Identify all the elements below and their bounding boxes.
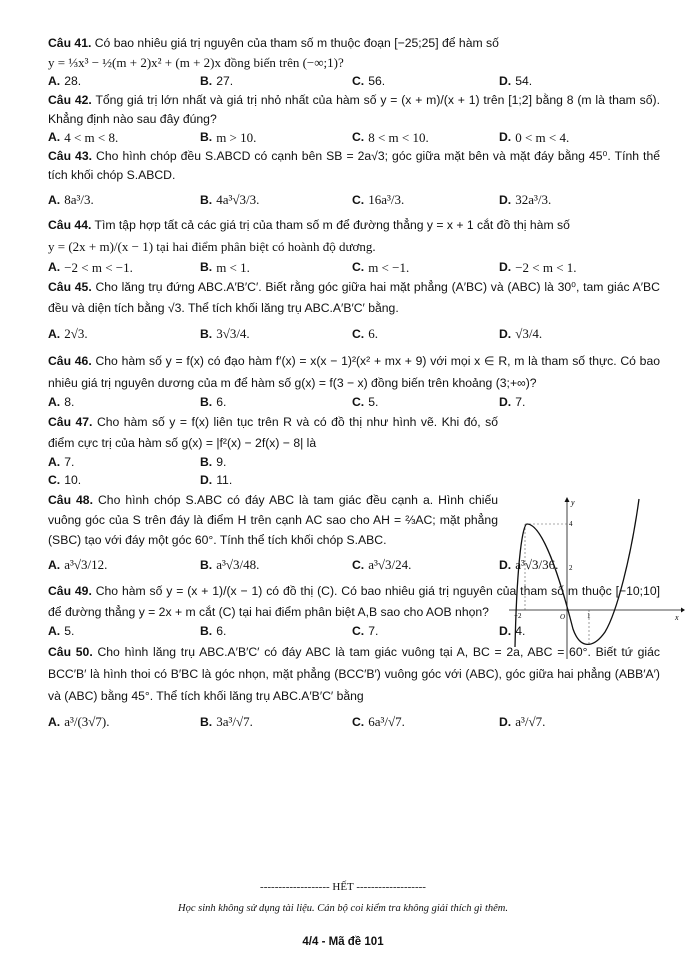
option-c[interactable]: C. m < −1. bbox=[352, 260, 410, 275]
function-graph bbox=[505, 497, 685, 662]
option-a[interactable]: A. a³/(3√7). bbox=[48, 714, 110, 729]
option-b[interactable]: B. 27. bbox=[200, 74, 234, 88]
x-label: x bbox=[675, 613, 679, 622]
option-a[interactable]: A. 8a³/3. bbox=[48, 192, 94, 207]
option-d[interactable]: D. √3/4. bbox=[499, 326, 543, 341]
question-43: Câu 43. Cho hình chóp đều S.ABCD có cạnh bên SB = 2a√3; góc giữa mặt bên và mặt đáy bằng 45⁰. Tính thể tích khối chóp S.ABCD. bbox=[48, 149, 660, 182]
option-d[interactable]: D. −2 < m < 1. bbox=[499, 260, 577, 275]
option-d[interactable]: D. 4. bbox=[499, 624, 526, 638]
option-b[interactable]: B. 6. bbox=[200, 624, 227, 638]
end-mark: ------------------- HẾT ------------------- bbox=[260, 881, 426, 893]
option-b[interactable]: B. m < 1. bbox=[200, 260, 250, 275]
option-c[interactable]: C. 8 < m < 10. bbox=[352, 130, 429, 145]
option-d[interactable]: D. 54. bbox=[499, 74, 533, 88]
answer-options-43 bbox=[48, 185, 660, 215]
option-b[interactable]: B. 3√3/4. bbox=[200, 326, 250, 341]
option-a[interactable]: A. 8. bbox=[48, 395, 75, 409]
page-number: 4/4 - Mã đề 101 bbox=[302, 936, 384, 948]
function-curve bbox=[515, 499, 639, 647]
option-c[interactable]: C. 5. bbox=[352, 395, 379, 409]
question-49: Câu 49. Cho hàm số y = (x + 1)/(x − 1) có đồ thị (C). Có bao nhiêu giá trị nguyên của tham số m thuộc [−10;10] để đường thẳng y = 2x + m cắt (C) tại hai điểm phân biệt A,B sao cho AOB nhọn? bbox=[48, 584, 660, 619]
option-d[interactable]: D. 32a³/3. bbox=[499, 192, 552, 207]
option-a[interactable]: A. 4 < m < 8. bbox=[48, 130, 119, 145]
question-47: Câu 47. Cho hàm số y = f(x) liên tục trên R và có đồ thị như hình vẽ. Khi đó, số điểm cực trị của hàm số g(x) = |f²(x) − 2f(x) − 8| là bbox=[48, 415, 498, 450]
option-d[interactable]: D. a³/√7. bbox=[499, 714, 546, 729]
option-c[interactable]: C. 56. bbox=[352, 74, 386, 88]
option-b[interactable]: B. 6. bbox=[200, 395, 227, 409]
answer-options-45 bbox=[48, 319, 660, 349]
answer-options-47b bbox=[48, 472, 660, 489]
question-45: Câu 45. Cho lăng trụ đứng ABC.A′B′C′. Biết rằng góc giữa hai mặt phẳng (A′BC) và (ABC) là 30⁰, tam giác A′BC đều và diện tích bằng √3. Thể tích khối lăng trụ ABC.A′B′C′ bằng. bbox=[48, 280, 660, 315]
question-44: Câu 44. Tìm tập hợp tất cả các giá trị của tham số m để đường thẳng y = x + 1 cắt đồ thị hàm số bbox=[48, 218, 570, 232]
question-46: Câu 46. Cho hàm số y = f(x) có đạo hàm f′(x) = x(x − 1)²(x² + mx + 9) với mọi x ∈ R, m là tham số thực. Có bao nhiêu giá trị nguyên dương của m để hàm số g(x) = f(3 − x) đồng biến trên khoảng (3;+∞)? bbox=[48, 354, 661, 390]
option-d[interactable]: D. 7. bbox=[499, 395, 526, 409]
option-a[interactable]: A. 7. bbox=[48, 455, 75, 469]
option-a[interactable]: A. −2 < m < −1. bbox=[48, 260, 133, 275]
y-label: y bbox=[571, 498, 575, 507]
option-d[interactable]: D. a³√3/36. bbox=[499, 557, 559, 572]
option-d[interactable]: D. 0 < m < 4. bbox=[499, 130, 570, 145]
answer-options-44 bbox=[48, 259, 660, 276]
origin-label: O bbox=[560, 613, 566, 621]
answer-options-46 bbox=[48, 394, 660, 411]
question-48: Câu 48. Cho hình chóp S.ABC có đáy ABC là tam giác đều cạnh a. Hình chiếu vuông góc của S trên đáy là điểm H trên cạnh AC sao cho AH = ⅔AC; mặt phẳng (SBC) tạo với đáy một góc 60°. Tính thể tích khối chóp S.ABC. bbox=[48, 493, 499, 547]
option-c[interactable]: C. 16a³/3. bbox=[352, 192, 405, 207]
option-c[interactable]: C. 7. bbox=[352, 624, 379, 638]
option-a[interactable]: A. 2√3. bbox=[48, 326, 88, 341]
option-b[interactable]: B. m > 10. bbox=[200, 130, 257, 145]
option-c[interactable]: C. 6a³/√7. bbox=[352, 714, 405, 729]
option-b[interactable]: B. 4a³√3/3. bbox=[200, 192, 260, 207]
y-axis-arrow bbox=[565, 497, 570, 502]
option-a[interactable]: A. a³√3/12. bbox=[48, 557, 108, 572]
option-b[interactable]: B. 9. bbox=[200, 455, 227, 469]
question-41: Câu 41. Có bao nhiêu giá trị nguyên của tham số m thuộc đoạn [−25;25] để hàm số bbox=[48, 36, 499, 50]
option-b[interactable]: B. a³√3/48. bbox=[200, 557, 260, 572]
footer-note: Học sinh không sử dụng tài liệu. Cán bộ coi kiểm tra không giải thích gì thêm. bbox=[177, 903, 509, 914]
x-axis-arrow bbox=[681, 608, 685, 613]
option-a[interactable]: A. 28. bbox=[48, 74, 82, 88]
answer-options-50 bbox=[48, 707, 660, 737]
tick-label-1: 1 bbox=[587, 612, 591, 620]
answer-options-42 bbox=[48, 129, 660, 146]
option-c[interactable]: C. 10. bbox=[48, 473, 82, 487]
question-50: Câu 50. Cho hình lăng trụ ABC.A′B′C′ có đáy ABC là tam giác vuông tại A, BC = 2a, ABC = 60°. Biết tứ giác BCC′B′ là hình thoi có B′BC là góc nhọn, mặt phẳng (BCC′B′) vuông góc với (ABC), góc giữa hai phẳng (ABB′A′) và (ABC) bằng 45°. Thể tích khối lăng trụ ABC.A′B′C′ bằng bbox=[48, 645, 660, 703]
question-44-formula: y = (2x + m)/(x − 1) tại hai điểm phân biệt có hoành độ dương. bbox=[48, 239, 376, 254]
answer-options-41 bbox=[48, 73, 660, 90]
tick-label-2: 2 bbox=[569, 564, 573, 572]
question-42: Câu 42. Tổng giá trị lớn nhất và giá trị nhỏ nhất của hàm số y = (x + m)/(x + 1) trên [1;2] bằng 8 (m là tham số). Khẳng định nào sau đây đúng? bbox=[48, 93, 660, 126]
option-c[interactable]: C. 6. bbox=[352, 326, 378, 341]
option-d[interactable]: D. 11. bbox=[200, 473, 233, 487]
question-41-formula: y = ⅓x³ − ½(m + 2)x² + (m + 2)x đồng biến trên (−∞;1)? bbox=[48, 55, 344, 70]
option-b[interactable]: B. 3a³/√7. bbox=[200, 714, 253, 729]
option-a[interactable]: A. 5. bbox=[48, 624, 75, 638]
option-c[interactable]: C. a³√3/24. bbox=[352, 557, 412, 572]
tick-label-minus-2: −2 bbox=[514, 612, 522, 620]
tick-label-4: 4 bbox=[569, 520, 573, 528]
answer-options-47a bbox=[48, 454, 660, 471]
